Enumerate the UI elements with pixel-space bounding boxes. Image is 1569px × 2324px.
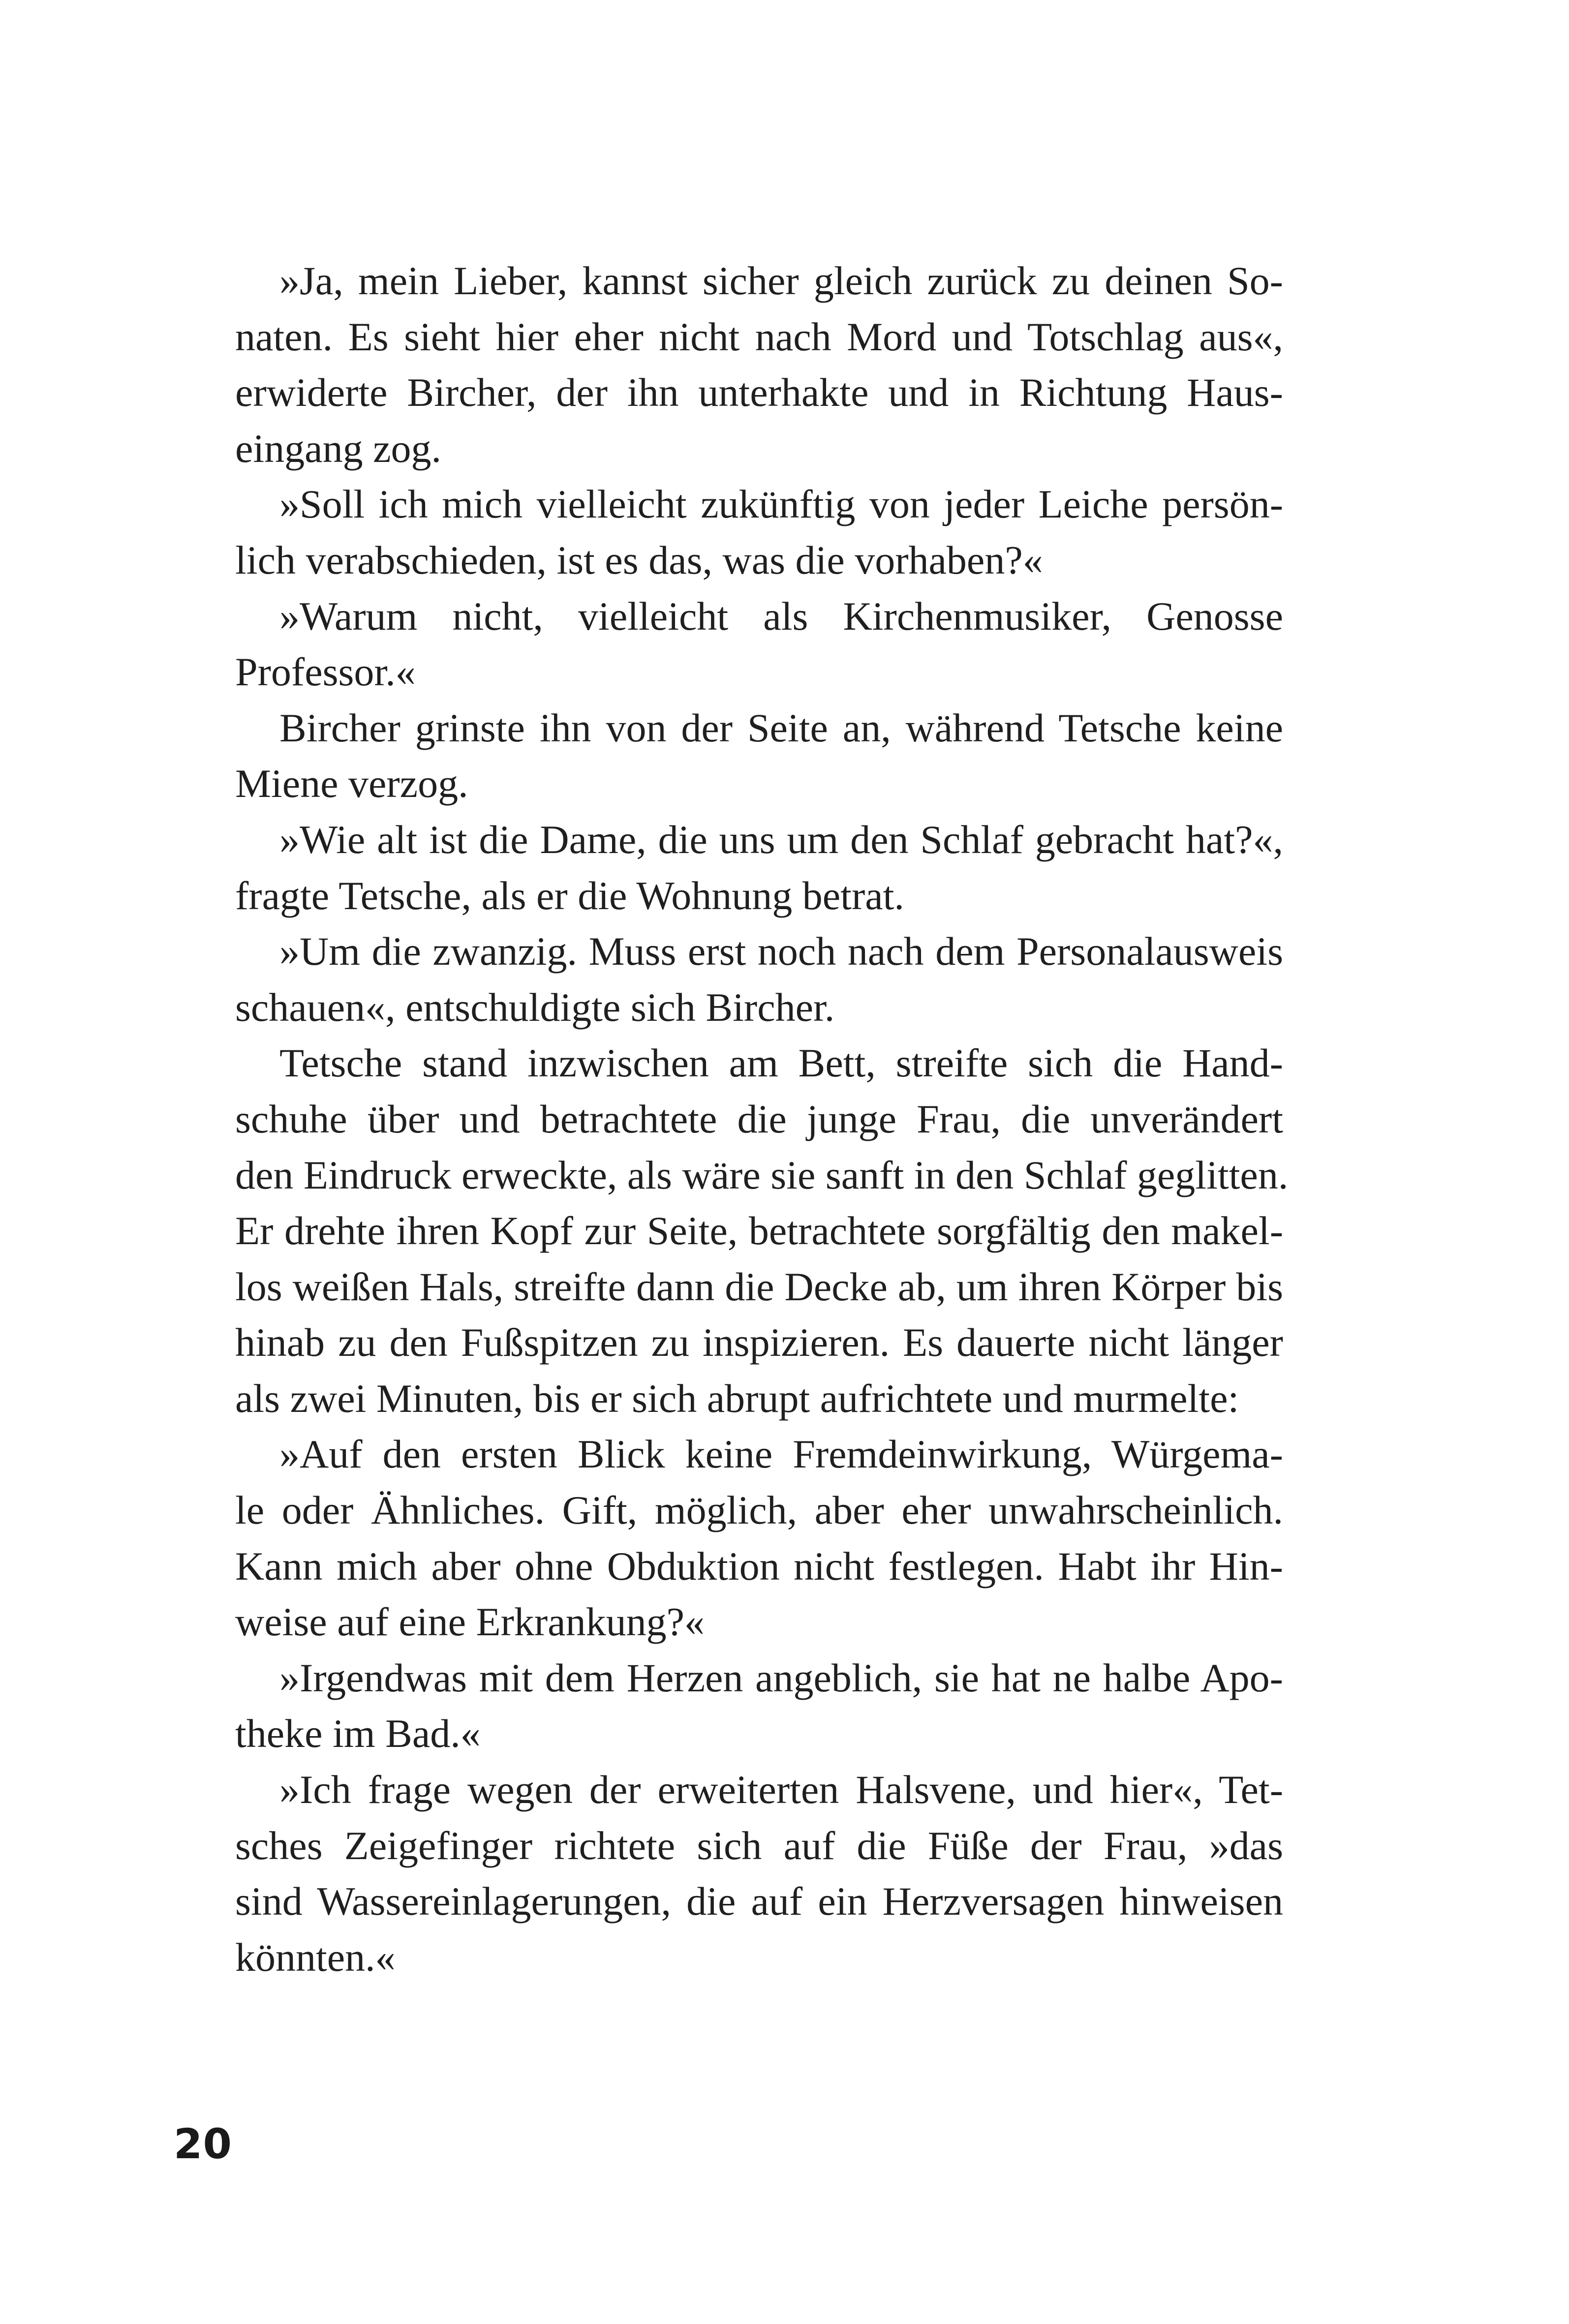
text-line-20: hinab zu den Fußspitzen zu inspizieren. Es dauerte nicht länger [235,1320,1283,1365]
text-line-9: Bircher grinste ihn von der Seite an, während Tetsche keine [279,705,1283,750]
text-line-8: Professor.« [235,649,416,695]
text-line-28: »Ich frage wegen der erweiterten Halsvene, und hier«, Tet- [279,1767,1283,1812]
text-line-13: »Um die zwanzig. Muss erst noch nach dem Personalausweis [279,929,1283,974]
text-line-1: »Ja, mein Lieber, kannst sicher gleich zurück zu deinen So- [279,258,1283,303]
text-line-18: Er drehte ihren Kopf zur Seite, betrachtete sorgfältig den makel- [235,1208,1283,1254]
text-line-10: Miene verzog. [235,761,468,806]
page-number: 20 [174,2120,232,2168]
text-line-11: »Wie alt ist die Dame, die uns um den Schlaf gebracht hat?«, [279,817,1283,862]
text-line-16: schuhe über und betrachtete die junge Frau, die unverändert [235,1096,1283,1141]
text-line-22: »Auf den ersten Blick keine Fremdeinwirkung, Würgema- [279,1432,1283,1477]
text-line-14: schauen«, entschuldigte sich Bircher. [235,984,835,1030]
text-line-31: könnten.« [235,1934,396,1980]
text-line-17: den Eindruck erweckte, als wäre sie sanft in den Schlaf geglitten. [235,1152,1289,1197]
text-line-19: los weißen Hals, streifte dann die Decke ab, um ihren Körper bis [235,1264,1283,1309]
text-line-23: le oder Ähnliches. Gift, möglich, aber eher unwahrscheinlich. [235,1488,1283,1533]
text-line-27: theke im Bad.« [235,1711,481,1756]
text-line-21: als zwei Minuten, bis er sich abrupt aufrichtete und murmelte: [235,1376,1239,1421]
text-line-12: fragte Tetsche, als er die Wohnung betrat. [235,873,904,918]
text-line-30: sind Wassereinlagerungen, die auf ein Herzversagen hinweisen [235,1879,1283,1924]
text-line-24: Kann mich aber ohne Obduktion nicht festlegen. Habt ihr Hin- [235,1543,1283,1589]
text-line-15: Tetsche stand inzwischen am Bett, streifte sich die Hand- [279,1040,1283,1086]
text-line-25: weise auf eine Erkrankung?« [235,1599,705,1645]
text-line-26: »Irgendwas mit dem Herzen angeblich, sie hat ne halbe Apo- [279,1655,1283,1700]
text-line-5: »Soll ich mich vielleicht zukünftig von jeder Leiche persön- [279,482,1283,527]
text-line-3: erwiderte Bircher, der ihn unterhakte und in Richtung Haus- [235,370,1283,415]
text-line-2: naten. Es sieht hier eher nicht nach Mord und Totschlag aus«, [235,314,1283,359]
body-text [235,253,1289,1985]
text-line-4: eingang zog. [235,426,441,471]
text-line-6: lich verabschieden, ist es das, was die vorhaben?« [235,537,1043,582]
text-line-29: sches Zeigefinger richtete sich auf die Füße der Frau, »das [235,1823,1283,1868]
text-line-7: »Warum nicht, vielleicht als Kirchenmusiker, Genosse [279,593,1283,639]
